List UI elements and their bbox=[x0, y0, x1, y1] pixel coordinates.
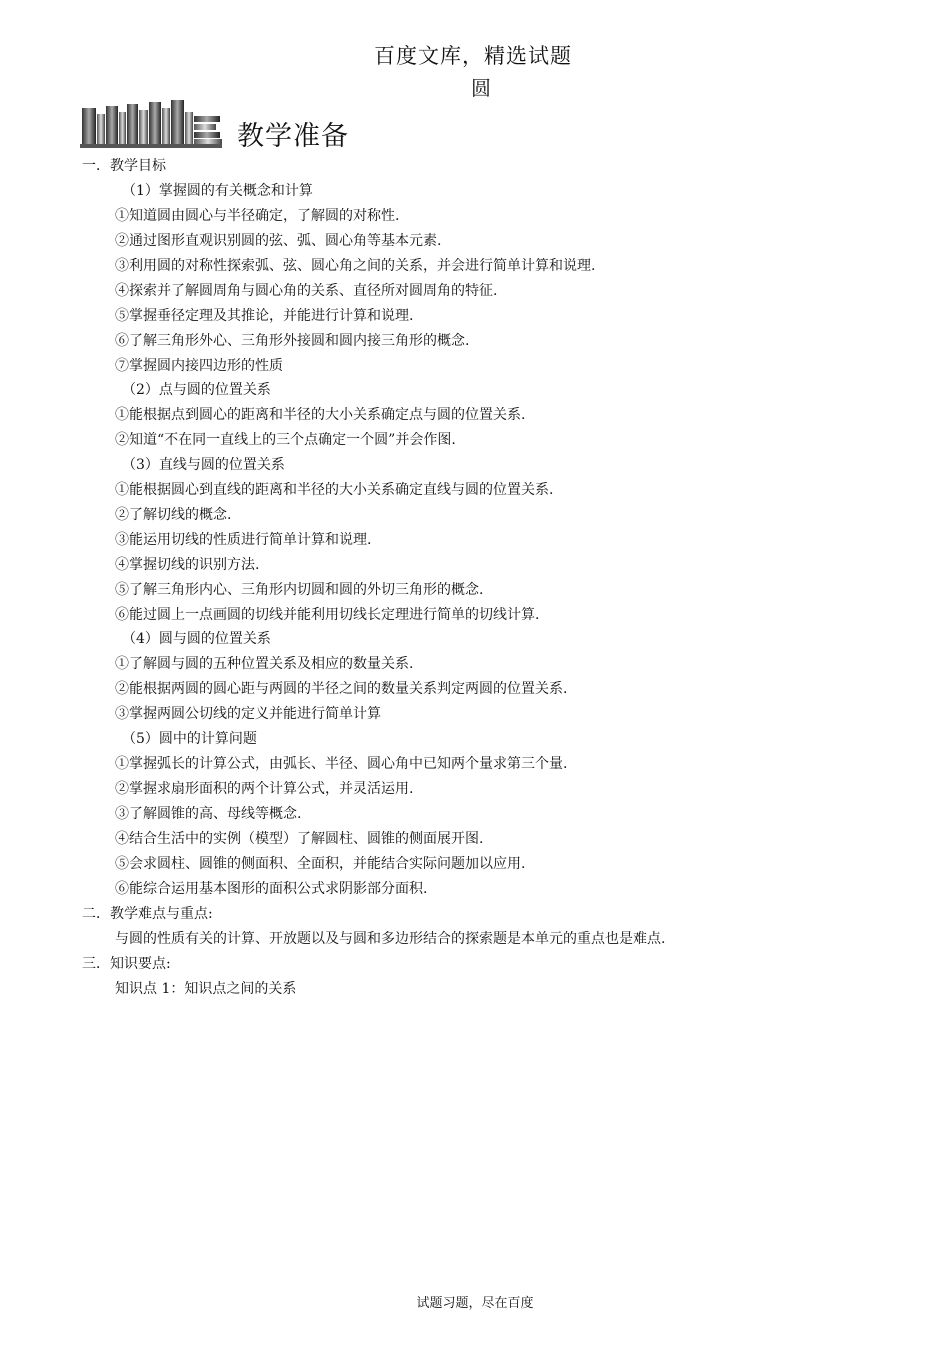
list-item: ④掌握切线的识别方法. bbox=[115, 557, 260, 573]
list-item: ⑥能综合运用基本图形的面积公式求阴影部分面积. bbox=[115, 881, 428, 897]
list-item: ④探索并了解圆周角与圆心角的关系、直径所对圆周角的特征. bbox=[115, 283, 498, 299]
page-footer: 试题习题，尽在百度 bbox=[416, 1296, 534, 1311]
list-item: ②掌握求扇形面积的两个计算公式，并灵活运用. bbox=[115, 781, 414, 797]
list-item: ⑥能过圆上一点画圆的切线并能利用切线长定理进行简单的切线计算. bbox=[115, 607, 540, 623]
list-item: ②能根据两圆的圆心距与两圆的半径之间的数量关系判定两圆的位置关系. bbox=[115, 681, 568, 697]
list-item: ⑥了解三角形外心、三角形外接圆和圆内接三角形的概念. bbox=[115, 333, 470, 349]
subsection-title: （4）圆与圆的位置关系 bbox=[122, 631, 271, 647]
list-item: ⑦掌握圆内接四边形的性质 bbox=[115, 358, 283, 374]
list-item: ①知道圆由圆心与半径确定，了解圆的对称性. bbox=[115, 208, 400, 224]
list-item: ①了解圆与圆的五种位置关系及相应的数量关系. bbox=[115, 656, 414, 672]
section-heading-knowledge: 三．知识要点: bbox=[82, 956, 171, 972]
section-banner bbox=[80, 98, 380, 150]
section-paragraph: 知识点 1：知识点之间的关系 bbox=[115, 981, 297, 997]
list-item: ②知道“不在同一直线上的三个点确定一个圆”并会作图. bbox=[115, 432, 456, 448]
list-item: ③掌握两圆公切线的定义并能进行简单计算 bbox=[115, 706, 381, 722]
list-item: ③能运用切线的性质进行简单计算和说理. bbox=[115, 532, 372, 548]
list-item: ⑤掌握垂径定理及其推论，并能进行计算和说理. bbox=[115, 308, 414, 324]
list-item: ④结合生活中的实例（模型）了解圆柱、圆锥的侧面展开图. bbox=[115, 831, 484, 847]
subsection-title: （5）圆中的计算问题 bbox=[122, 731, 257, 747]
list-item: ①掌握弧长的计算公式，由弧长、半径、圆心角中已知两个量求第三个量. bbox=[115, 756, 568, 772]
list-item: ①能根据圆心到直线的距离和半径的大小关系确定直线与圆的位置关系. bbox=[115, 482, 554, 498]
list-item: ②了解切线的概念. bbox=[115, 507, 232, 523]
document-title: 圆 bbox=[471, 76, 491, 100]
books-banner-icon bbox=[80, 98, 225, 150]
site-title: 百度文库，精选试题 bbox=[374, 44, 572, 68]
list-item: ③了解圆锥的高、母线等概念. bbox=[115, 806, 302, 822]
subsection-title: （2）点与圆的位置关系 bbox=[122, 382, 271, 398]
list-item: ②通过图形直观识别圆的弦、弧、圆心角等基本元素. bbox=[115, 233, 442, 249]
list-item: ③利用圆的对称性探索弧、弦、圆心角之间的关系，并会进行简单计算和说理. bbox=[115, 258, 596, 274]
list-item: ⑤了解三角形内心、三角形内切圆和圆的外切三角形的概念. bbox=[115, 582, 484, 598]
subsection-title: （1）掌握圆的有关概念和计算 bbox=[122, 183, 313, 199]
subsection-title: （3）直线与圆的位置关系 bbox=[122, 457, 285, 473]
banner-label: 教学准备 bbox=[237, 121, 349, 152]
section-heading-key-points: 二．教学难点与重点: bbox=[82, 906, 213, 922]
list-item: ⑤会求圆柱、圆锥的侧面积、全面积，并能结合实际问题加以应用. bbox=[115, 856, 526, 872]
list-item: ①能根据点到圆心的距离和半径的大小关系确定点与圆的位置关系. bbox=[115, 407, 526, 423]
section-heading-goals: 一．教学目标 bbox=[82, 158, 166, 174]
section-paragraph: 与圆的性质有关的计算、开放题以及与圆和多边形结合的探索题是本单元的重点也是难点. bbox=[115, 931, 666, 947]
